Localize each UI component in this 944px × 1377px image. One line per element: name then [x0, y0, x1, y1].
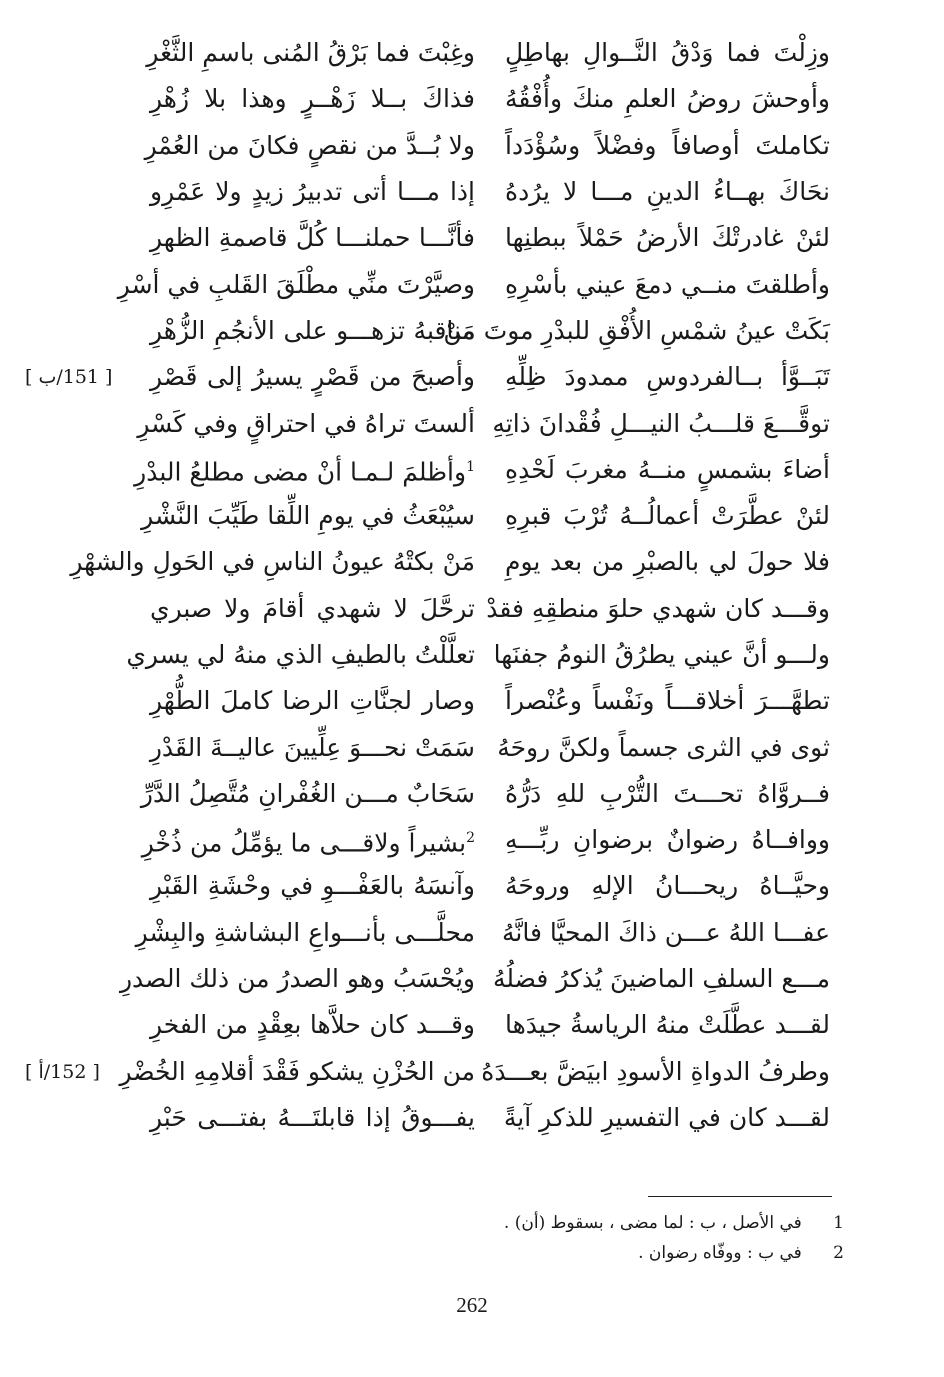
verse-line [150, 215, 830, 261]
verse-first-hemistich: مـــع السلفِ الماضينَ يُذكرُ فضلُهُ [493, 964, 830, 994]
verse-second-hemistich [150, 586, 475, 632]
hemistich-text: من الحُزْنِ يشكو فَقْدَ أقلامِهِ الخُضْرِ [119, 1056, 475, 1086]
hemistich-text: يفـــوقُ إذا قابلتَـــهُ بفتـــى حَبْرِ [150, 1102, 475, 1132]
verse-first-hemistich: وأطلقتَ منــي دمعَ عيني بأسْرِهِ [505, 269, 830, 299]
verse-second-hemistich [150, 725, 475, 771]
verse-second-hemistich [119, 956, 475, 1002]
verse-second-hemistich [144, 123, 475, 169]
hemistich-text: سيُبْعَثُ في يومِ اللِّقا طَيِّبَ النَّشْرِ [141, 501, 475, 531]
footnote-item [244, 1208, 844, 1238]
verse-second-hemistich [150, 678, 475, 724]
footnote-number: 1 [833, 1213, 844, 1233]
hemistich-text: وآنسَهُ بالعَفْـــوِ في وحْشَةِ القَبْرِ [150, 871, 475, 901]
verse-first-hemistich: فــروَّاهُ تحـــتَ التُّرْبِ للهِ دَرُّهُ [505, 778, 830, 808]
footnote-separator [648, 1196, 832, 1197]
hemistich-text: وأظلمَ لـمـا أنْ مضى مطلعُ البدْرِ [134, 457, 467, 487]
hemistich-text: بشيراً ولاقـــى ما يؤمِّلُ من ذُخْرِ [141, 827, 467, 857]
verse-first-hemistich: وطرفُ الدواةِ الأسودِ ابيَضَّ بعـــدَهُ [481, 1056, 830, 1086]
verse-second-hemistich [135, 910, 475, 956]
footnote-text: في ب : ووفّاه رضوان . [638, 1243, 802, 1263]
hemistich-text: ترحَّلَ لا شهدي أقامَ ولا صبري [150, 593, 475, 623]
verse-second-hemistich [126, 632, 475, 678]
verse-second-hemistich [70, 539, 475, 585]
verse-first-hemistich: لئنْ غادرتْكَ الأرضُ حَمْلاً ببطنِها [505, 223, 830, 253]
folio-marker: [ 152/أ ] [25, 1060, 100, 1083]
verse-line [126, 632, 830, 678]
verse-line [117, 261, 830, 307]
folio-marker: [ 151/ب ] [25, 366, 113, 389]
verse-second-hemistich [150, 1095, 475, 1141]
hemistich-text: وغِبْتَ فما بَرْقُ المُنى باسمِ الثَّغْرِ [146, 38, 475, 68]
verse-second-hemistich [150, 1002, 475, 1048]
verse-line [25, 1049, 830, 1095]
page-number: 262 [456, 1293, 488, 1317]
verse-first-hemistich: لئنْ عطَّرَتْ أعمالُــهُ تُرْبَ قبرِهِ [505, 501, 830, 531]
verse-line [146, 30, 830, 76]
verse-first-hemistich: وأوحشَ روضُ العلمِ منكَ وأُفْقُهُ [505, 84, 830, 114]
verse-first-hemistich: تكاملتَ أوصافاً وفضْلاً وسُؤْدَداً [505, 130, 830, 160]
hemistich-text: ألستَ تراهُ في احتراقٍ وفي كَسْرِ [137, 408, 475, 438]
verse-second-hemistich [150, 169, 475, 215]
hemistich-text: سَحَابٌ مـــن الغُفْرانِ مُتَّصِلُ الدَّرِّ [140, 778, 475, 808]
verse-line [134, 447, 830, 493]
verse-line [150, 863, 830, 909]
verse-first-hemistich: ووافــاهُ رضوانٌ برضوانِ ربِّـــهِ [505, 825, 830, 855]
verse-line [150, 76, 830, 122]
verse-line [150, 308, 830, 354]
hemistich-text: فذاكَ بــلا زَهْــرٍ وهذا بلا زُهْرِ [150, 84, 475, 114]
hemistich-text: وصار لجنَّاتِ الرضا كاملَ الطُّهْرِ [150, 686, 475, 716]
verse-line [150, 1095, 830, 1141]
verse-line [141, 493, 830, 539]
verse-first-hemistich: توقَّـــعَ قلـــبُ النيـــلِ فُقْدانَ ذاتِهِ [492, 408, 830, 438]
verse-line [25, 354, 830, 400]
verse-line [119, 956, 830, 1002]
verse-first-hemistich: ثوى في الثرى جسماً ولكنَّ روحَهُ [497, 732, 830, 762]
hemistich-text: ولا بُــدَّ من نقصٍ فكانَ من العُمْرِ [144, 130, 475, 160]
hemistich-text: فأنَّـــا حملنـــا كُلَّ قاصمةِ الظهرِ [150, 223, 475, 253]
verse-first-hemistich: أضاءَ بشمسٍ منــهُ مغربَ لَحْدِهِ [505, 454, 830, 484]
verse-line [150, 586, 830, 632]
verse-first-hemistich: وحيَّــاهُ ريحـــانُ الإلهِ وروحَهُ [505, 871, 830, 901]
hemistich-text: سَمَتْ نحـــوَ عِلِّيينَ عاليــةَ القَدْرِ [149, 732, 475, 762]
verse-line [150, 169, 830, 215]
verse-first-hemistich: لقـــد كان في التفسيرِ للذكرِ آيةً [503, 1102, 830, 1132]
footnote-reference: 2 [466, 829, 475, 846]
poem-body [25, 30, 830, 1141]
verse-line [141, 817, 830, 863]
verse-first-hemistich: لقـــد عطَّلَتْ منهُ الرياسةُ جيدَها [505, 1010, 830, 1040]
verse-second-hemistich [134, 444, 475, 495]
verse-second-hemistich [150, 354, 475, 400]
verse-first-hemistich: تَبَــوَّأ بــالفردوسِ ممدودَ ظِلِّهِ [505, 362, 830, 392]
verse-second-hemistich [137, 401, 475, 447]
verse-second-hemistich [141, 815, 475, 866]
footnote-reference: 1 [466, 459, 475, 476]
verse-line [137, 400, 830, 446]
verse-line [144, 123, 830, 169]
verse-line [70, 539, 830, 585]
verse-line [140, 771, 830, 817]
verse-line [150, 678, 830, 724]
verse-first-hemistich: بَكَتْ عينُ شمْسِ الأُفْقِ للبدْرِ موتَ مَنْ [443, 315, 830, 345]
verse-second-hemistich [150, 308, 475, 354]
footnotes [244, 1208, 844, 1268]
hemistich-text: مناقبهُ تزهـــو على الأنجُمِ الزُّهْرِ [150, 315, 475, 345]
verse-second-hemistich [150, 863, 475, 909]
verse-second-hemistich [146, 30, 475, 76]
verse-second-hemistich [140, 771, 475, 817]
verse-second-hemistich [119, 1049, 475, 1095]
hemistich-text: تعلَّلْتُ بالطيفِ الذي منهُ لي يسري [126, 640, 475, 669]
footnote-text: في الأصل ، ب : لما مضى ، بسقوط (أن) . [503, 1213, 802, 1233]
hemistich-text: مَنْ بكتْهُ عيونُ الناسِ في الحَولِ والشهْرِ [70, 547, 475, 577]
verse-first-hemistich: وقـــد كان شهدي حلوَ منطقِهِ فقدْ [486, 593, 830, 623]
footnote-number: 2 [833, 1243, 844, 1263]
verse-line [150, 724, 830, 770]
verse-first-hemistich: فلا حولَ لي بالصبْرِ من بعد يومِ [505, 547, 830, 577]
verse-first-hemistich: ولـــو أنَّ عيني يطرُقُ النومُ جفنَها [493, 640, 830, 669]
hemistich-text: محلَّـــى بأنـــواعِ البشاشةِ والبِشْرِ [135, 917, 475, 947]
verse-line [135, 910, 830, 956]
verse-first-hemistich: عفـــا اللهُ عـــن ذاكَ المحيَّا فانَّهُ [502, 917, 830, 947]
verse-first-hemistich: وزِلْتَ فما وَدْقُ النَّــوالِ بهاطِلٍ [505, 38, 830, 68]
hemistich-text: وقـــد كان حلاَّها بعِقْدٍ من الفخرِ [150, 1010, 475, 1040]
hemistich-text: إذا مـــا أتى تدبيرُ زيدٍ ولا عَمْرِو [150, 177, 475, 207]
verse-first-hemistich: تطهَّـــرَ أخلاقـــاً ونَفْساً وعُنْصراً [505, 686, 830, 716]
hemistich-text: ويُحْسَبُ وهو الصدرُ من ذلك الصدرِ [119, 964, 475, 994]
hemistich-text: وصيَّرْتَ منِّي مطْلَقَ القَلبِ في أسْرِ [117, 269, 475, 299]
verse-second-hemistich [141, 493, 475, 539]
verse-second-hemistich [117, 262, 475, 308]
hemistich-text: وأصبحَ من قَصْرٍ يسيرُ إلى قَصْرِ [150, 362, 475, 392]
verse-first-hemistich: نحَاكَ بهــاءُ الدينِ مـــا لا يرُدهُ [505, 177, 830, 207]
verse-second-hemistich [150, 215, 475, 261]
footnote-item [244, 1238, 844, 1268]
verse-second-hemistich [150, 76, 475, 122]
verse-line [150, 1002, 830, 1048]
